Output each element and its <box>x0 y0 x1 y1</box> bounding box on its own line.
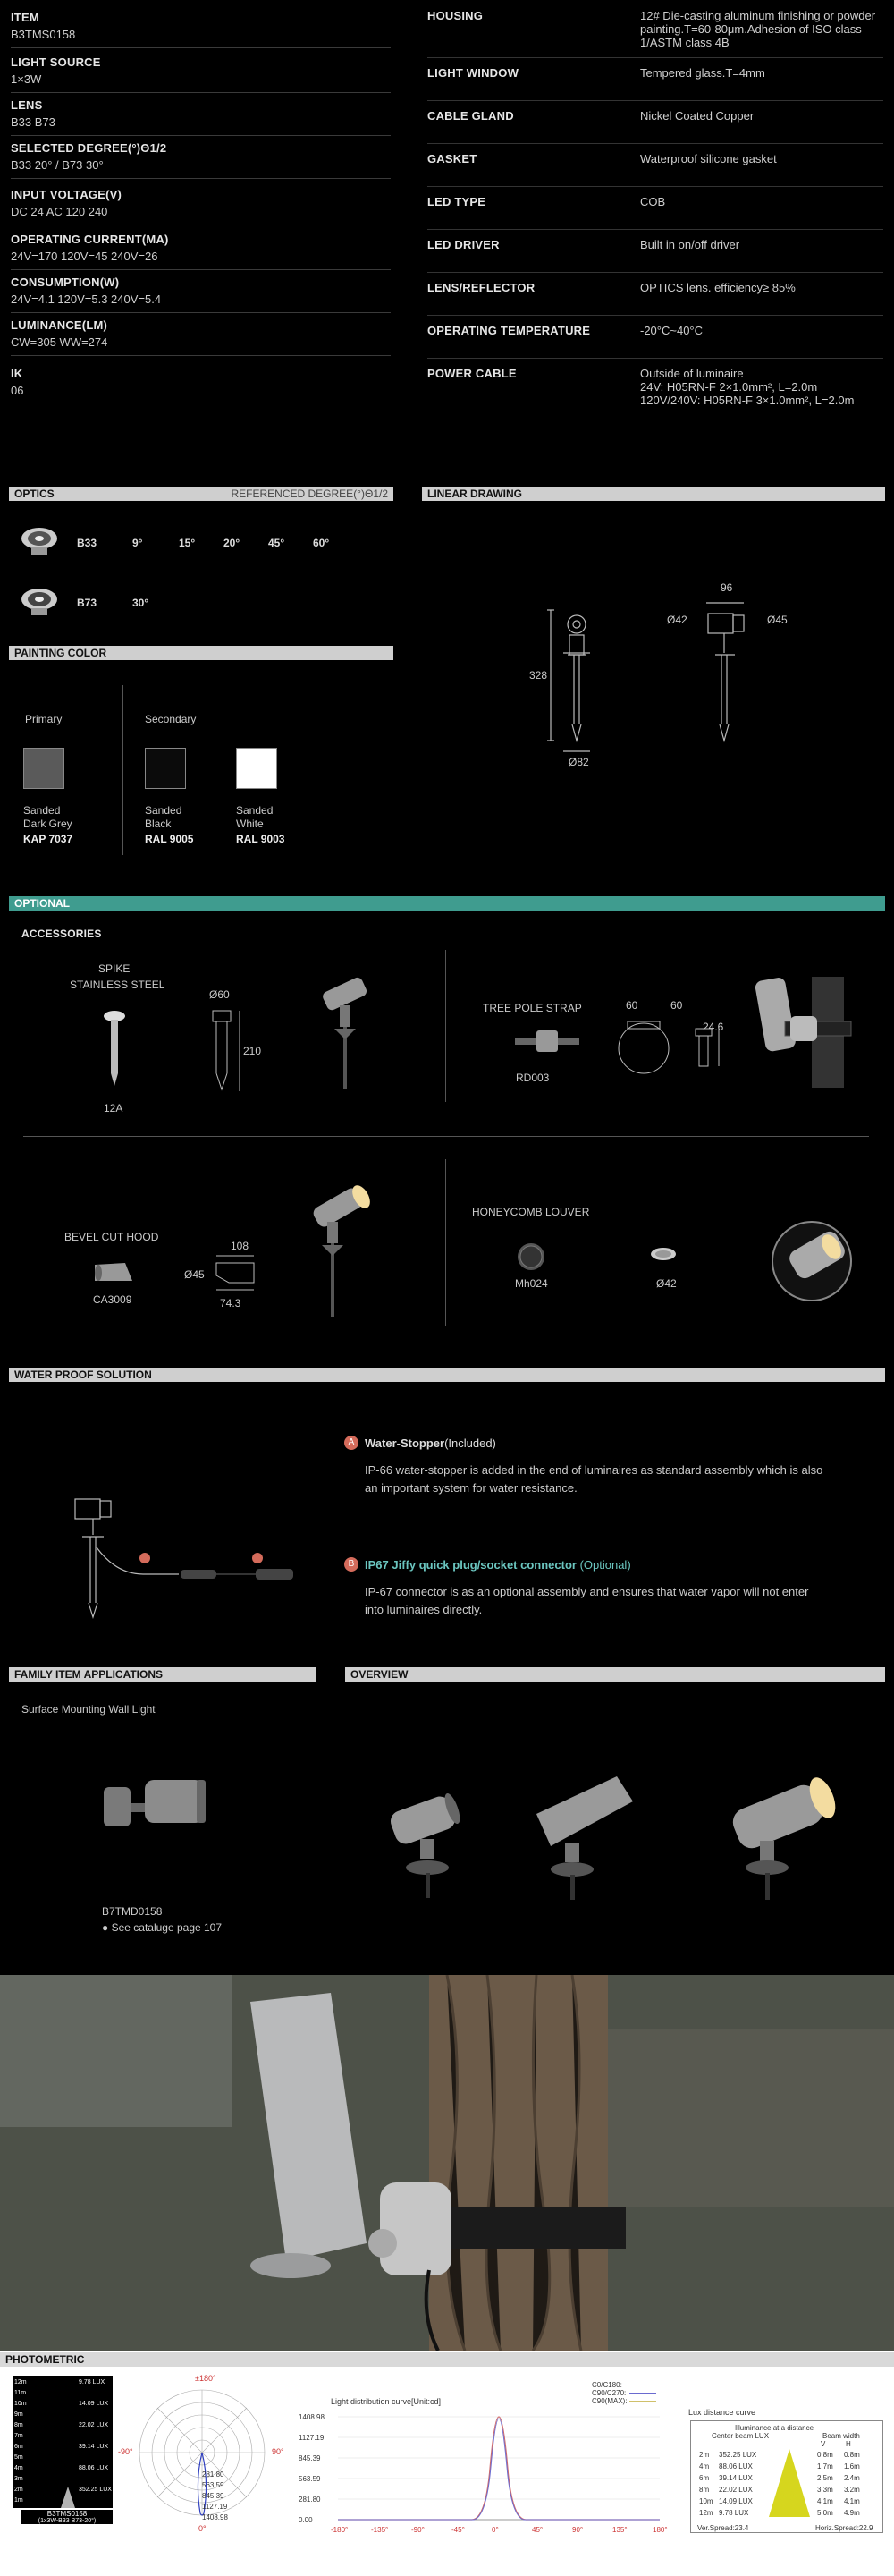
spec-label: INPUT VOLTAGE(V) <box>11 188 122 201</box>
lux-dist: 2m <box>699 2451 710 2459</box>
lux-caption2: (1x3W-B33 B73-20°) <box>21 2518 113 2524</box>
spec-divider <box>11 92 391 93</box>
lux-row-value: 22.02 LUX <box>79 2422 109 2428</box>
spec-label: GASKET <box>427 152 477 165</box>
lux-dist: 12m <box>699 2509 713 2517</box>
lens-degree: 30° <box>132 597 149 609</box>
lux-value: 9.78 LUX <box>719 2509 749 2517</box>
y-tick: 845.39 <box>299 2454 321 2462</box>
water-stopper-title: Water-Stopper <box>365 1436 445 1450</box>
spec-label: LENS <box>11 98 43 112</box>
lux-value: 352.25 LUX <box>719 2451 757 2459</box>
overview-light-2 <box>519 1760 653 1903</box>
lux-row-label: 8m <box>14 2422 23 2428</box>
spike-title: SPIKE <box>98 962 131 975</box>
lux-row-value: 14.09 LUX <box>79 2401 109 2407</box>
spec-value: B33 20° / B73 30° <box>11 158 104 172</box>
optics-bar <box>9 487 393 501</box>
lux-dist: 6m <box>699 2474 710 2482</box>
dim-width: 96 <box>721 581 733 594</box>
spec-divider <box>427 100 883 101</box>
spec-value: COB <box>640 195 666 208</box>
color-line1: Sanded <box>145 804 182 817</box>
strap-thickness: 24.6 <box>703 1021 724 1033</box>
spec-divider <box>11 47 391 48</box>
lux-row-label: 10m <box>14 2401 27 2407</box>
overview-light-3 <box>715 1760 858 1903</box>
photometric-title: PHOTOMETRIC <box>5 2353 85 2366</box>
spike-light-icon <box>313 968 384 1102</box>
spike-icon <box>98 1009 143 1098</box>
dim-diameter: Ø82 <box>569 756 589 768</box>
lux-table-title: Illuminance at a distance <box>735 2424 814 2432</box>
divider <box>23 1136 869 1137</box>
beam-v: 2.5m <box>817 2474 833 2482</box>
color-line1: Sanded <box>23 804 61 817</box>
hood-title: BEVEL CUT HOOD <box>64 1231 159 1243</box>
polar-bottom: 0° <box>198 2524 207 2533</box>
overview-title: OVERVIEW <box>350 1668 409 1681</box>
beam-h: 3.2m <box>844 2486 860 2494</box>
light-beam-icon <box>59 2487 77 2508</box>
color-swatch <box>23 748 64 789</box>
spec-divider <box>11 355 391 356</box>
louver-icon <box>513 1241 549 1272</box>
spec-value: DC 24 AC 120 240 <box>11 205 108 218</box>
spec-divider <box>427 229 883 230</box>
spec-label: CABLE GLAND <box>427 109 514 123</box>
connector-suffix: (Optional) <box>576 1558 631 1572</box>
divider <box>445 1159 446 1326</box>
spike-material: STAINLESS STEEL <box>70 979 165 991</box>
lux-row-value: 39.14 LUX <box>79 2444 109 2450</box>
primary-label: Primary <box>25 713 63 725</box>
spec-label: LUMINANCE(LM) <box>11 318 108 332</box>
spike-code: 12A <box>104 1102 123 1114</box>
louver-drawing <box>645 1241 681 1268</box>
lux-dist: 4m <box>699 2462 710 2470</box>
connector-title: IP67 Jiffy quick plug/socket connector <box>365 1558 577 1572</box>
family-title: FAMILY ITEM APPLICATIONS <box>14 1668 164 1681</box>
legend-label: C90/C270: <box>592 2389 627 2397</box>
lux-row-label: 6m <box>14 2444 23 2450</box>
spec-value: 12# Die-casting aluminum finishing or powder painting.T=60-80μm.Adhesion of ISO class 1/ASTM class 4B <box>640 9 876 49</box>
lux-h-label: H <box>846 2440 851 2448</box>
legend-line <box>629 2401 656 2402</box>
y-tick: 281.80 <box>299 2496 321 2504</box>
overview-light-1 <box>375 1776 492 1902</box>
spec-value: Built in on/off driver <box>640 238 740 251</box>
legend-label: C0/C180: <box>592 2381 622 2389</box>
painting-bar <box>9 646 393 660</box>
badge-b: B <box>344 1557 358 1572</box>
y-tick: 0.00 <box>299 2516 313 2524</box>
divider <box>122 685 123 855</box>
spec-divider <box>427 57 883 58</box>
x-tick: 180° <box>653 2526 668 2534</box>
polar-top: ±180° <box>195 2374 216 2383</box>
curve-title: Light distribution curve[Unit:cd] <box>331 2397 442 2406</box>
spec-value: Waterproof silicone gasket <box>640 152 777 165</box>
lens-b33-icon <box>20 526 59 561</box>
spec-divider <box>427 358 883 359</box>
polar-value: 281.80 <box>202 2470 224 2479</box>
linear-title: LINEAR DRAWING <box>427 487 522 500</box>
spec-value: Outside of luminaire 24V: H05RN-F 2×1.0mm², L=2.0m 120V/240V: H05RN-F 3×1.0mm², L=2.0m <box>640 367 855 407</box>
optional-bar <box>9 896 885 911</box>
optics-ref-label: REFERENCED DEGREE(°)Θ1/2 <box>231 487 388 500</box>
spec-label: ITEM <box>11 11 39 24</box>
lens-degree: 9° <box>132 537 143 549</box>
hood-icon <box>91 1261 136 1284</box>
beam-v: 3.3m <box>817 2486 833 2494</box>
x-tick: -135° <box>371 2526 389 2534</box>
color-code: RAL 9005 <box>145 833 194 845</box>
spec-label: IK <box>11 367 23 380</box>
lux-row-label: 1m <box>14 2497 23 2504</box>
louver-code: Mh024 <box>515 1277 548 1290</box>
lux-beam-label: Beam width <box>822 2432 860 2440</box>
spike-height: 210 <box>243 1045 262 1057</box>
beam-h: 0.8m <box>844 2451 860 2459</box>
color-code: KAP 7037 <box>23 833 73 845</box>
lens-b73-icon <box>20 587 59 622</box>
lux-center-label: Center beam LUX <box>712 2432 770 2440</box>
family-bar <box>9 1667 316 1682</box>
color-swatch <box>145 748 186 789</box>
legend-label: C90(MAX): <box>592 2397 628 2405</box>
lens-degree: 60° <box>313 537 330 549</box>
color-line1: Sanded <box>236 804 274 817</box>
color-swatch <box>236 748 277 789</box>
beam-h: 1.6m <box>844 2462 860 2470</box>
y-tick: 1408.98 <box>299 2413 325 2421</box>
x-tick: -45° <box>451 2526 465 2534</box>
legend-line <box>629 2393 656 2394</box>
lens-degree: 15° <box>179 537 196 549</box>
lens-degree: 20° <box>224 537 240 549</box>
waterproof-drawing <box>63 1485 331 1637</box>
lux-row-value: 9.78 LUX <box>79 2379 105 2385</box>
x-tick: -180° <box>331 2526 349 2534</box>
spec-label: OPERATING CURRENT(MA) <box>11 233 169 246</box>
dim-height: 328 <box>529 669 548 682</box>
spec-divider <box>427 315 883 316</box>
spec-divider <box>427 186 883 187</box>
badge-a: A <box>344 1436 358 1450</box>
lens-b33-name: B33 <box>77 537 97 549</box>
strap-code: RD003 <box>516 1072 550 1084</box>
photometric-bar <box>0 2352 894 2367</box>
spec-label: LENS/REFLECTOR <box>427 281 536 294</box>
ver-spread: Ver.Spread:23.4 <box>697 2524 749 2532</box>
hood-light-icon <box>299 1179 379 1331</box>
lux-caption1: B3TMS0158 <box>21 2510 113 2518</box>
lux-row-label: 9m <box>14 2411 23 2418</box>
lux-row-label: 2m <box>14 2487 23 2493</box>
beam-h: 4.1m <box>844 2497 860 2505</box>
spec-label: HOUSING <box>427 9 484 22</box>
spec-divider <box>11 312 391 313</box>
lux-row-label: 5m <box>14 2454 23 2461</box>
polar-right: 90° <box>272 2447 284 2456</box>
spec-label: LED TYPE <box>427 195 486 208</box>
polar-value: 1127.19 <box>202 2503 228 2511</box>
spec-divider <box>11 135 391 136</box>
family-see-page[interactable]: ● See cataluge page 107 <box>102 1921 223 1934</box>
strap-width2: 60 <box>670 999 683 1012</box>
spec-label: SELECTED DEGREE(°)Θ1/2 <box>11 141 167 155</box>
hor-spread: Horiz.Spread:22.9 <box>815 2524 873 2532</box>
lux-distance-title: Lux distance curve <box>688 2408 756 2417</box>
y-tick: 1127.19 <box>299 2434 325 2442</box>
polar-value: 1408.98 <box>202 2513 228 2521</box>
lux-row-label: 3m <box>14 2476 23 2482</box>
lux-row-label: 7m <box>14 2433 23 2439</box>
color-code: RAL 9003 <box>236 833 285 845</box>
divider <box>445 950 446 1102</box>
spec-value: -20°C~40°C <box>640 324 704 337</box>
polar-value: 845.39 <box>202 2492 224 2500</box>
x-tick: 90° <box>572 2526 584 2534</box>
spec-divider <box>427 143 883 144</box>
beam-h: 4.9m <box>844 2509 860 2517</box>
spec-value: 06 <box>11 384 24 397</box>
water-stopper-text: IP-66 water-stopper is added in the end of luminaires as standard assembly which is also an important system for water resistance. <box>365 1463 823 1495</box>
x-tick: 0° <box>492 2526 499 2534</box>
color-line2: White <box>236 818 264 830</box>
overview-bar <box>345 1667 885 1682</box>
spec-value: Nickel Coated Copper <box>640 109 755 123</box>
spec-value: 24V=170 120V=45 240V=26 <box>11 250 158 263</box>
y-tick: 563.59 <box>299 2475 321 2483</box>
connector-text: IP-67 connector is as an optional assembly and ensures that water vapor will not enter into luminaires directly. <box>365 1585 809 1616</box>
lens-degree: 45° <box>268 537 285 549</box>
spec-label: LED DRIVER <box>427 238 500 251</box>
application-photo <box>0 1975 894 2351</box>
family-wall-light-icon <box>98 1767 224 1848</box>
spec-label: CONSUMPTION(W) <box>11 275 120 289</box>
strap-icon <box>511 1025 583 1061</box>
spike-diameter: Ø60 <box>209 988 230 1001</box>
beam-v: 5.0m <box>817 2509 833 2517</box>
strap-title: TREE POLE STRAP <box>483 1002 582 1014</box>
spec-divider <box>11 178 391 179</box>
linear-drawing <box>519 572 858 778</box>
louver-detail-icon <box>771 1220 853 1302</box>
spec-value: 1×3W <box>11 72 42 86</box>
color-line2: Black <box>145 818 172 830</box>
spec-label: OPERATING TEMPERATURE <box>427 324 591 337</box>
hood-diameter: Ø45 <box>184 1268 205 1281</box>
lux-dist: 10m <box>699 2497 713 2505</box>
tree-scene-image <box>0 1975 894 2351</box>
waterproof-bar <box>9 1368 885 1382</box>
spec-divider <box>427 272 883 273</box>
lux-row-value: 352.25 LUX <box>79 2487 112 2493</box>
hood-code: CA3009 <box>93 1293 132 1306</box>
beam-v: 0.8m <box>817 2451 833 2459</box>
spec-value: Tempered glass.T=4mm <box>640 66 765 80</box>
lux-row-value: 88.06 LUX <box>79 2465 109 2471</box>
spec-value: CW=305 WW=274 <box>11 335 108 349</box>
spec-label: POWER CABLE <box>427 367 517 380</box>
optics-title: OPTICS <box>14 487 55 500</box>
family-code: B7TMD0158 <box>102 1905 163 1918</box>
lux-dist: 8m <box>699 2486 710 2494</box>
lux-value: 14.09 LUX <box>719 2497 753 2505</box>
lux-value: 39.14 LUX <box>719 2474 753 2482</box>
lux-row-label: 4m <box>14 2465 23 2471</box>
strap-pole-icon <box>749 968 874 1093</box>
spec-value: B33 B73 <box>11 115 55 129</box>
louver-title: HONEYCOMB LOUVER <box>472 1206 590 1218</box>
beam-h: 2.4m <box>844 2474 860 2482</box>
louver-diameter: Ø42 <box>656 1277 677 1290</box>
secondary-label: Secondary <box>145 713 197 725</box>
lux-row-label: 11m <box>14 2390 27 2396</box>
family-subtitle: Surface Mounting Wall Light <box>21 1703 156 1716</box>
waterproof-title: WATER PROOF SOLUTION <box>14 1368 152 1381</box>
lux-row-label: 12m <box>14 2379 27 2385</box>
spec-divider <box>11 269 391 270</box>
strap-width1: 60 <box>626 999 638 1012</box>
beam-v: 4.1m <box>817 2497 833 2505</box>
polar-value: 563.59 <box>202 2481 224 2489</box>
accessories-title: ACCESSORIES <box>21 928 102 940</box>
lux-cone <box>767 2449 812 2519</box>
hood-length: 74.3 <box>220 1297 241 1309</box>
lens-b73-name: B73 <box>77 597 97 609</box>
polar-left: -90° <box>118 2447 133 2456</box>
x-tick: 135° <box>612 2526 628 2534</box>
lux-value: 22.02 LUX <box>719 2486 753 2494</box>
hood-width: 108 <box>231 1240 249 1252</box>
dim-d42: Ø42 <box>667 614 687 626</box>
polar-chart <box>132 2383 272 2522</box>
spec-label: LIGHT SOURCE <box>11 55 101 69</box>
linear-bar <box>422 487 885 501</box>
spec-label: LIGHT WINDOW <box>427 66 519 80</box>
distribution-curve <box>338 2415 660 2522</box>
x-tick: 45° <box>532 2526 544 2534</box>
dim-d45: Ø45 <box>767 614 788 626</box>
color-line2: Dark Grey <box>23 818 72 830</box>
spec-value: B3TMS0158 <box>11 28 76 41</box>
x-tick: -90° <box>411 2526 425 2534</box>
spec-value: 24V=4.1 120V=5.3 240V=5.4 <box>11 292 162 306</box>
water-stopper-suffix: (Included) <box>444 1436 496 1450</box>
lux-value: 88.06 LUX <box>719 2462 753 2470</box>
hood-drawing <box>211 1249 265 1302</box>
beam-v: 1.7m <box>817 2462 833 2470</box>
painting-title: PAINTING COLOR <box>14 647 107 659</box>
lux-v-label: V <box>821 2440 826 2448</box>
spec-value: OPTICS lens. efficiency≥ 85% <box>640 281 796 294</box>
optional-title: OPTIONAL <box>14 897 70 910</box>
